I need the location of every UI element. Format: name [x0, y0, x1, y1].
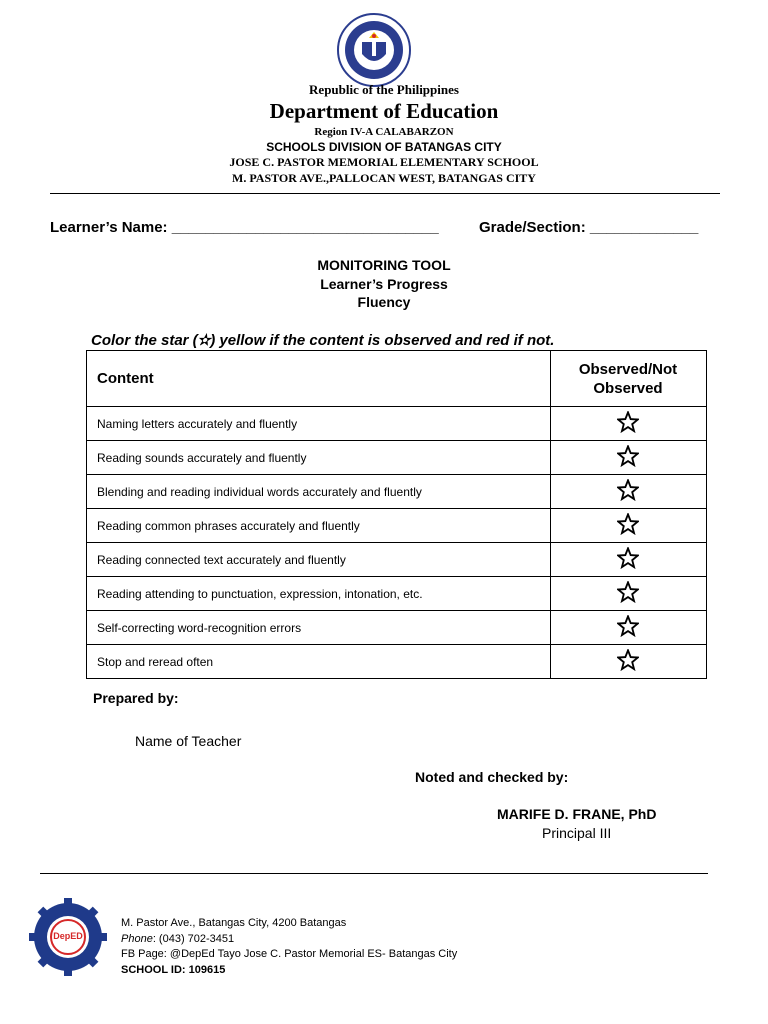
star-cell[interactable] — [551, 543, 707, 577]
logo-deped-text: DepED — [53, 931, 83, 941]
star-icon[interactable] — [617, 649, 639, 671]
grade-section-field: Grade/Section: _____________ — [479, 219, 699, 236]
table-row — [87, 475, 707, 509]
star-icon[interactable] — [617, 581, 639, 603]
star-icon[interactable] — [617, 445, 639, 467]
teacher-name: Name of Teacher — [135, 733, 242, 749]
noted-by-label: Noted and checked by: — [415, 769, 569, 785]
division-text: SCHOOLS DIVISION OF BATANGAS CITY — [266, 140, 502, 154]
content-cell: Stop and reread often — [87, 645, 551, 679]
tool-topic: Fluency — [357, 294, 411, 310]
instruction-text: Color the star (✫) yellow if the content is observed and red if not. — [91, 332, 555, 349]
star-icon[interactable] — [617, 513, 639, 535]
principal-name: MARIFE D. FRANE, PhD — [497, 806, 657, 822]
tool-subtitle: Learner’s Progress — [320, 276, 448, 292]
footer-phone — [121, 933, 234, 945]
phone-label: Phone — [121, 933, 153, 945]
table-row — [87, 407, 707, 441]
region-text: Region IV-A CALABARZON — [314, 126, 454, 138]
table-row — [87, 645, 707, 679]
school-address: M. PASTOR AVE.,PALLOCAN WEST, BATANGAS CITY — [232, 171, 536, 185]
school-gear-logo — [28, 897, 108, 977]
footer-address: M. Pastor Ave., Batangas City, 4200 Batangas — [121, 917, 347, 929]
table-row — [87, 611, 707, 645]
observed-column-header: Observed/Not Observed — [551, 351, 707, 407]
content-cell: Reading common phrases accurately and fluently — [87, 509, 551, 543]
tool-title: MONITORING TOOL — [317, 257, 451, 273]
star-cell[interactable] — [551, 475, 707, 509]
table-row — [87, 543, 707, 577]
table-row — [87, 509, 707, 543]
deped-seal-logo — [336, 12, 412, 88]
principal-title: Principal III — [542, 825, 612, 841]
star-cell[interactable] — [551, 611, 707, 645]
school-name: JOSE C. PASTOR MEMORIAL ELEMENTARY SCHOOL — [229, 155, 539, 169]
star-cell[interactable] — [551, 645, 707, 679]
star-icon[interactable] — [617, 411, 639, 433]
prepared-by-label: Prepared by: — [93, 690, 179, 706]
table-header-row — [87, 351, 707, 407]
table-row — [87, 441, 707, 475]
republic-text: Republic of the Philippines — [309, 82, 459, 97]
content-cell: Naming letters accurately and fluently — [87, 407, 551, 441]
header-divider — [50, 193, 720, 194]
monitoring-table — [86, 350, 707, 679]
star-cell[interactable] — [551, 407, 707, 441]
star-cell[interactable] — [551, 441, 707, 475]
footer-divider — [40, 873, 708, 874]
star-icon[interactable] — [617, 615, 639, 637]
content-column-header: Content — [87, 351, 551, 407]
star-cell[interactable] — [551, 577, 707, 611]
footer-fb-page: FB Page: @DepEd Tayo Jose C. Pastor Memorial ES- Batangas City — [121, 948, 458, 960]
content-cell: Reading connected text accurately and fluently — [87, 543, 551, 577]
star-icon[interactable] — [617, 547, 639, 569]
footer-school-id: SCHOOL ID: 109615 — [121, 964, 226, 976]
learner-name-field: Learner’s Name: ________________________________ — [50, 219, 439, 236]
department-title: Department of Education — [269, 99, 499, 123]
phone-number: : (043) 702-3451 — [152, 933, 235, 945]
star-icon[interactable] — [617, 479, 639, 501]
content-cell: Reading attending to punctuation, expression, intonation, etc. — [87, 577, 551, 611]
content-cell: Blending and reading individual words accurately and fluently — [87, 475, 551, 509]
content-cell: Reading sounds accurately and fluently — [87, 441, 551, 475]
content-cell: Self-correcting word-recognition errors — [87, 611, 551, 645]
table-row — [87, 577, 707, 611]
star-cell[interactable] — [551, 509, 707, 543]
